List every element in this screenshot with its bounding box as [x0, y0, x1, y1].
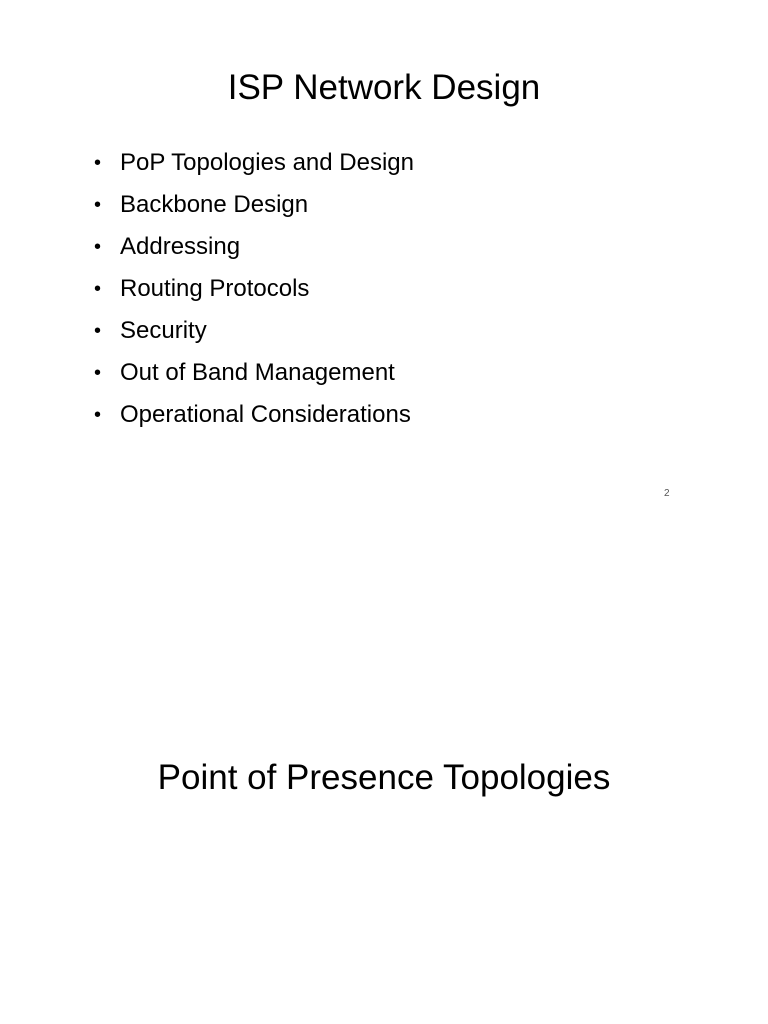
- bullet-item: [94, 396, 414, 438]
- bullet-item: [94, 270, 414, 312]
- page-number: 2: [664, 488, 670, 499]
- bullet-icon: •: [94, 236, 102, 258]
- bullet-icon: •: [94, 362, 102, 384]
- slide-point-of-presence-topologies: [0, 512, 768, 1024]
- bullet-text: PoP Topologies and Design: [120, 149, 414, 176]
- slide-title: ISP Network Design: [227, 68, 541, 107]
- bullet-text: Operational Considerations: [120, 401, 411, 428]
- bullet-text: Addressing: [120, 233, 241, 260]
- slide-title: Point of Presence Topologies: [157, 758, 611, 797]
- bullet-item: [94, 186, 414, 228]
- bullet-icon: •: [94, 320, 102, 342]
- bullet-item: [94, 354, 414, 396]
- bullet-text: Security: [120, 317, 207, 344]
- bullet-text: Routing Protocols: [120, 275, 310, 302]
- bullet-icon: •: [94, 404, 102, 426]
- bullet-icon: •: [94, 278, 102, 300]
- bullet-item: [94, 312, 414, 354]
- bullet-item: [94, 144, 414, 186]
- bullet-item: [94, 228, 414, 270]
- bullet-text: Backbone Design: [120, 191, 309, 218]
- bullet-list: [94, 144, 414, 438]
- bullet-icon: •: [94, 194, 102, 216]
- bullet-text: Out of Band Management: [120, 359, 395, 386]
- bullet-icon: •: [94, 152, 102, 174]
